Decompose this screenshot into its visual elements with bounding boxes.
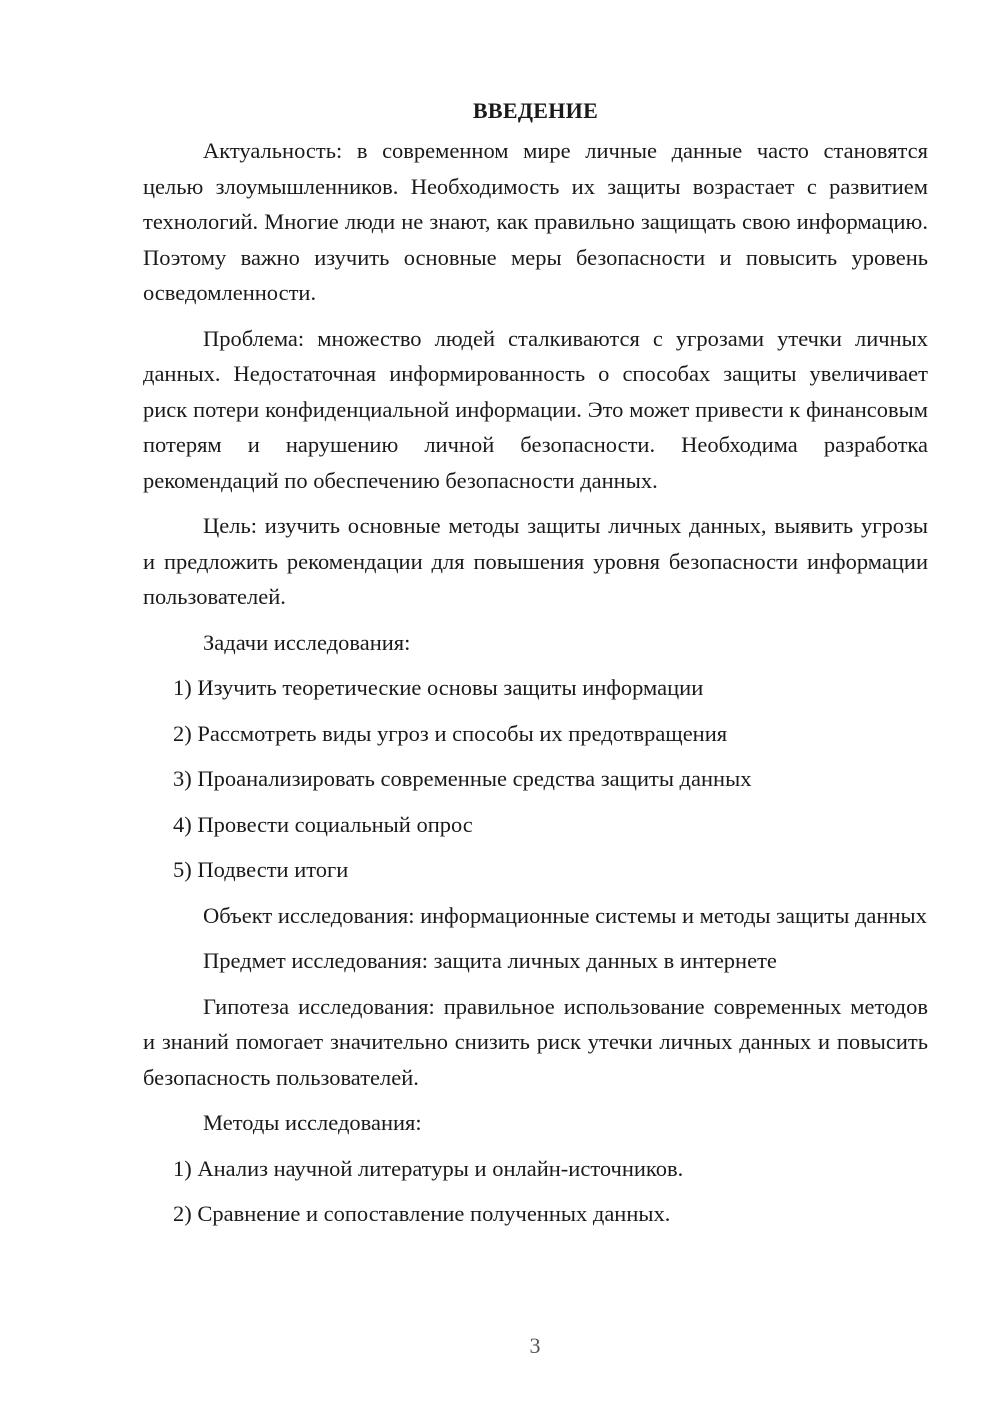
hypothesis-paragraph: Гипотеза исследования: правильное использование современных методов и знаний помогает значительно снизить риск утечки личных данных и повысить безопасность пользователей. — [143, 993, 928, 1090]
goal-paragraph: Цель: изучить основные методы защиты личных данных, выявить угрозы и предложить рекомендации для повышения уровня безопасности информации пользователей. — [143, 513, 928, 609]
tasks-heading: Задачи исследования: — [203, 629, 411, 655]
page-number: 3 — [529, 1333, 541, 1358]
tasks-list — [143, 670, 928, 888]
list-item: 4) Провести социальный опрос — [173, 811, 473, 837]
methods-heading: Методы исследования: — [203, 1110, 422, 1135]
subject-paragraph: Предмет исследования: защита личных данных в интернете — [203, 948, 777, 973]
methods-list — [143, 1151, 928, 1232]
list-item: 5) Подвести итоги — [173, 857, 349, 882]
list-item: 3) Проанализировать современные средства защиты данных — [173, 766, 752, 791]
list-item: 2) Сравнение и сопоставление полученных данных. — [173, 1201, 671, 1226]
list-item: 1) Анализ научной литературы и онлайн-источников. — [173, 1155, 684, 1181]
list-item: 2) Рассмотреть виды угроз и способы их предотвращения — [173, 720, 728, 746]
relevance-paragraph: Актуальность: в современном мире личные данные часто становятся целью злоумышленников. Необходимость их защиты возрастает с развитием технологий. Многие люди не знают, как правильно защищать свою информацию. Поэтому важно изучить основные меры безопасности и повысить уровень осведомленности. — [143, 138, 928, 305]
section-title: ВВЕДЕНИЕ — [472, 98, 599, 123]
object-paragraph: Объект исследования: информационные системы и методы защиты данных — [203, 902, 927, 928]
list-item: 1) Изучить теоретические основы защиты информации — [173, 675, 704, 700]
problem-paragraph: Проблема: множество людей сталкиваются с угрозами утечки личных данных. Недостаточная информированность о способах защиты увеличивает риск потери конфиденциальной информации. Это может привести к финансовым потерям и нарушению личной безопасности. Необходима разработка рекомендаций по обеспечению безопасности данных. — [143, 325, 928, 493]
page-content — [143, 93, 928, 1242]
